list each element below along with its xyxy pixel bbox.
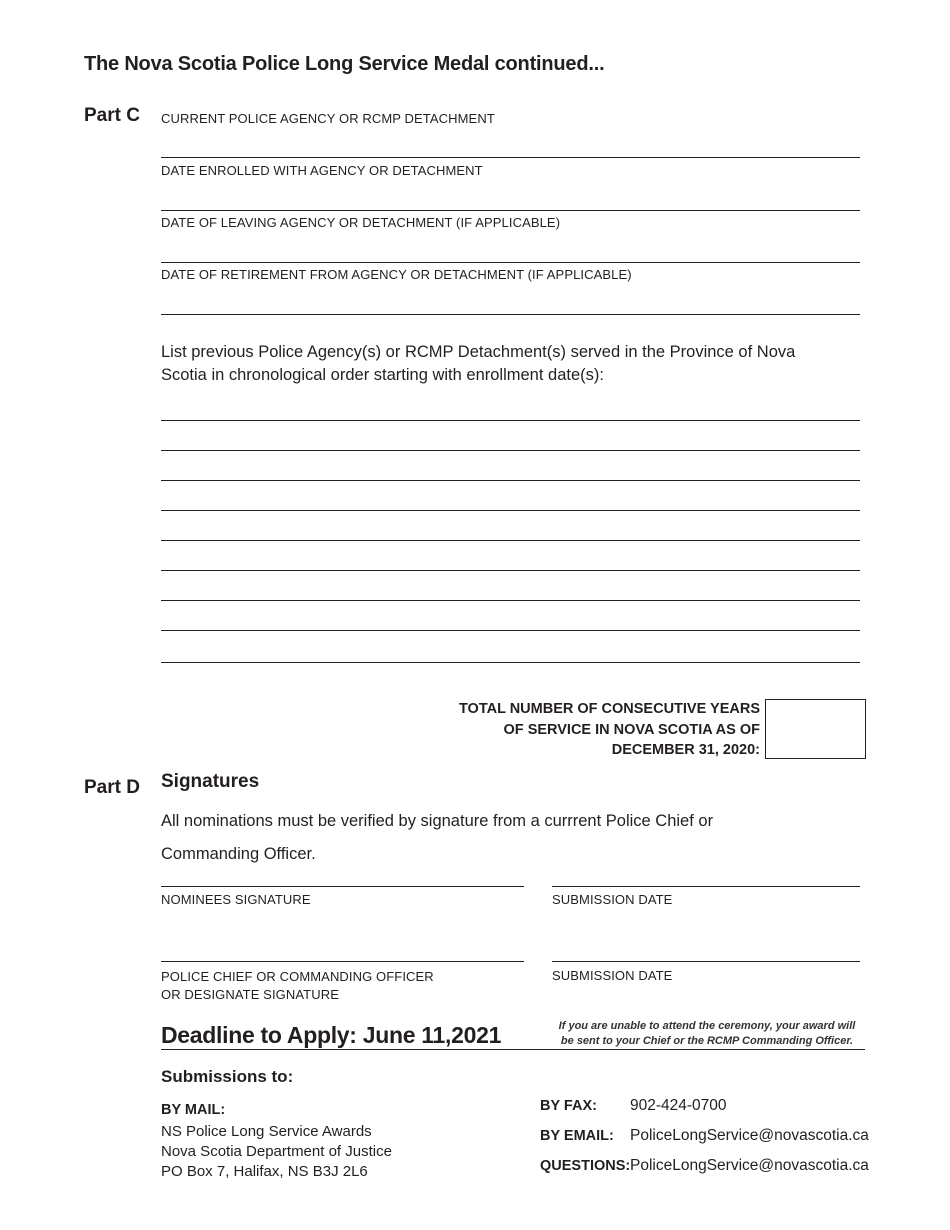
date-leaving-label: DATE OF LEAVING AGENCY OR DETACHMENT (IF APPLICABLE) [161,215,561,230]
previous-agency-line[interactable] [161,662,860,663]
previous-agency-line[interactable] [161,480,860,481]
mail-address-line: PO Box 7, Halifax, NS B3J 2L6 [161,1163,368,1180]
submissions-heading: Submissions to: [161,1067,294,1086]
chief-signature-field[interactable] [161,961,524,962]
email-address[interactable]: PoliceLongService@novascotia.ca [630,1127,869,1144]
submission-date-field[interactable] [552,886,860,887]
fax-number: 902-424-0700 [630,1097,727,1114]
ceremony-note: If you are unable to attend the ceremony, your award will be sent to your Chief or the RCMP Commanding Officer. [558,1020,856,1047]
total-years-label-line: TOTAL NUMBER OF CONSECUTIVE YEARS [458,701,760,717]
page-title: The Nova Scotia Police Long Service Medal continued... [84,53,605,75]
previous-agency-line[interactable] [161,540,860,541]
chief-submission-date-label: SUBMISSION DATE [552,968,673,983]
nominee-signature-label: NOMINEES SIGNATURE [161,892,311,907]
by-mail-label: BY MAIL: [161,1102,226,1118]
current-agency-field[interactable] [161,157,860,158]
total-years-label-line: DECEMBER 31, 2020: [611,742,760,758]
date-enrolled-label: DATE ENROLLED WITH AGENCY OR DETACHMENT [161,163,483,178]
chief-signature-label-line: OR DESIGNATE SIGNATURE [161,987,339,1002]
total-years-label [420,699,760,761]
part-c-label: Part C [84,105,140,126]
date-retirement-label: DATE OF RETIREMENT FROM AGENCY OR DETACHMENT (IF APPLICABLE) [161,267,632,282]
date-leaving-field[interactable] [161,262,860,263]
previous-agency-line[interactable] [161,450,860,451]
submission-date-label: SUBMISSION DATE [552,892,673,907]
previous-agency-line[interactable] [161,420,860,421]
by-email-label: BY EMAIL: [540,1128,614,1144]
current-agency-label: CURRENT POLICE AGENCY OR RCMP DETACHMENT [161,111,495,126]
questions-email[interactable]: PoliceLongService@novascotia.ca [630,1157,869,1174]
total-years-label-line: OF SERVICE IN NOVA SCOTIA AS OF [503,721,760,738]
signatures-instruction: All nominations must be verified by signature from a currrent Police Chief or Commanding Officer. [161,812,714,863]
previous-agencies-instruction: List previous Police Agency(s) or RCMP Detachment(s) served in the Province of Nova Scotia in chronological order starting with enrollment date(s): [161,343,796,384]
date-enrolled-field[interactable] [161,210,860,211]
deadline-heading: Deadline to Apply: June 11,2021 [161,1022,502,1048]
mail-address-line: Nova Scotia Department of Justice [161,1143,392,1160]
part-d-label: Part D [84,777,140,798]
chief-submission-date-field[interactable] [552,961,860,962]
previous-agency-line[interactable] [161,630,860,631]
previous-agency-line[interactable] [161,510,860,511]
previous-agency-line[interactable] [161,570,860,571]
signatures-heading: Signatures [161,771,260,792]
questions-label: QUESTIONS: [540,1158,631,1174]
date-retirement-field[interactable] [161,314,860,315]
chief-signature-label-line: POLICE CHIEF OR COMMANDING OFFICER [161,969,434,984]
nominee-signature-field[interactable] [161,886,524,887]
total-years-input[interactable] [765,699,866,759]
deadline-divider [161,1049,865,1050]
by-fax-label: BY FAX: [540,1098,597,1114]
mail-address-line: NS Police Long Service Awards [161,1123,372,1140]
previous-agency-line[interactable] [161,600,860,601]
chief-signature-label [161,968,434,1004]
